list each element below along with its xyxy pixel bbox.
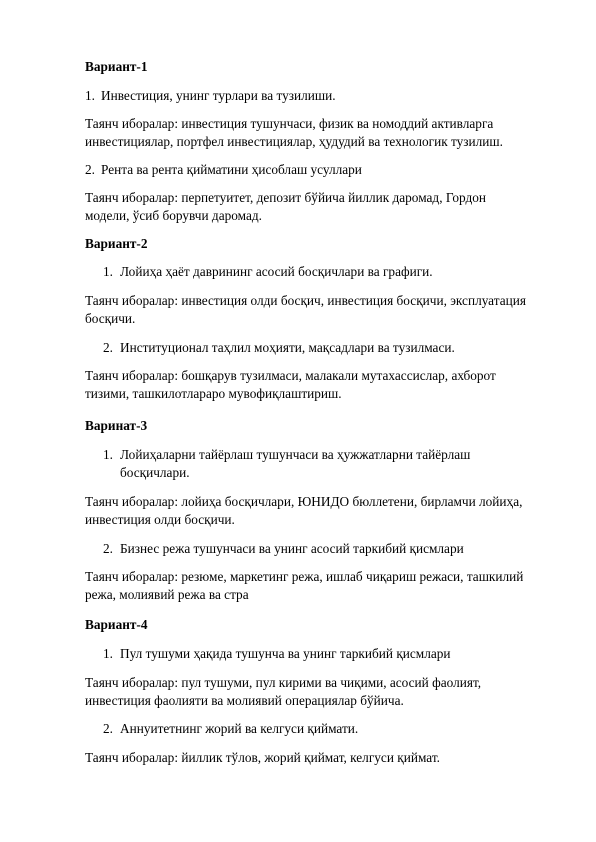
variant-4-item-1-text: Пул тушуми ҳақида тушунча ва унинг таркибий қисмлари xyxy=(120,646,451,661)
variant-3-item-2-text: Бизнес режа тушунчаси ва унинг асосий таркибий қисмлари xyxy=(120,541,464,556)
variant-4-item-2-text: Аннуитетнинг жорий ва келгуси қиймати. xyxy=(120,721,359,736)
variant-3-item-1-number: 1. xyxy=(103,447,113,462)
variant-1-item-2-number: 2. xyxy=(85,162,95,177)
variant-2-para-2-line-2: тизими, ташкилотлараро мувофиқлаштириш. xyxy=(85,386,342,401)
variant-1-para-1-line-2: инвестициялар, портфел инвестициялар, ҳудудий ва технологик тузилиш. xyxy=(85,134,503,149)
variant-2-para-2-line-1: Таянч иборалар: бошқарув тузилмаси, малакали мутахассислар, ахборот xyxy=(85,368,496,383)
variant-1-heading: Вариант-1 xyxy=(85,59,148,74)
variant-3-heading: Варинат-3 xyxy=(85,418,148,433)
variant-4-para-1-line-1: Таянч иборалар: пул тушуми, пул кирими ва чиқими, асосий фаолият, xyxy=(85,675,482,690)
variant-2-item-2-number: 2. xyxy=(103,340,113,355)
variant-2-para-1-line-2: босқичи. xyxy=(85,311,136,326)
variant-4-para-1-line-2: инвестиция фаолияти ва молиявий операциялар бўйича. xyxy=(85,693,404,708)
variant-4-para-2-line-1: Таянч иборалар: йиллик тўлов, жорий қиймат, келгуси қиймат. xyxy=(85,750,440,765)
variant-3-para-2-line-1: Таянч иборалар: резюме, маркетинг режа, ишлаб чиқариш режаси, ташкилий xyxy=(85,569,524,584)
variant-1-para-2-line-1: Таянч иборалар: перпетуитет, депозит бўйича йиллик даромад, Гордон xyxy=(85,190,487,205)
variant-2-item-2-text: Институционал таҳлил моҳияти, мақсадлари ва тузилмаси. xyxy=(120,340,455,355)
variant-1-para-2-line-2: модели, ўсиб борувчи даромад. xyxy=(85,208,262,223)
variant-2-item-1-text: Лойиҳа ҳаёт даврининг асосий босқичлари ва графиги. xyxy=(120,264,433,279)
variant-3-para-1-line-2: инвестиция олди босқичи. xyxy=(85,512,235,527)
variant-4-heading: Вариант-4 xyxy=(85,617,148,632)
variant-2-item-1-number: 1. xyxy=(103,264,113,279)
variant-1-item-1-number: 1. xyxy=(85,88,95,103)
variant-3-item-2-number: 2. xyxy=(103,541,113,556)
variant-1-para-1-line-1: Таянч иборалар: инвестиция тушунчаси, физик ва номоддий активларга xyxy=(85,116,494,131)
variant-3-item-1-text-line-2: босқичлари. xyxy=(120,465,190,480)
variant-3-para-2-line-2: режа, молиявий режа ва стра xyxy=(85,587,249,602)
variant-4-item-1-number: 1. xyxy=(103,646,113,661)
variant-4-item-2-number: 2. xyxy=(103,721,113,736)
variant-3-para-1-line-1: Таянч иборалар: лойиҳа босқичлари, ЮНИДО бюллетени, бирламчи лойиҳа, xyxy=(85,494,523,509)
variant-1-item-2-text: Рента ва рента қийматини ҳисоблаш усуллари xyxy=(101,162,362,177)
variant-2-para-1-line-1: Таянч иборалар: инвестиция олди босқич, инвестиция босқичи, эксплуатация xyxy=(85,293,526,308)
variant-1-item-1-text: Инвестиция, унинг турлари ва тузилиши. xyxy=(101,88,336,103)
variant-2-heading: Вариант-2 xyxy=(85,236,148,251)
variant-3-item-1-text-line-1: Лойиҳаларни тайёрлаш тушунчаси ва ҳужжатларни тайёрлаш xyxy=(120,447,471,462)
